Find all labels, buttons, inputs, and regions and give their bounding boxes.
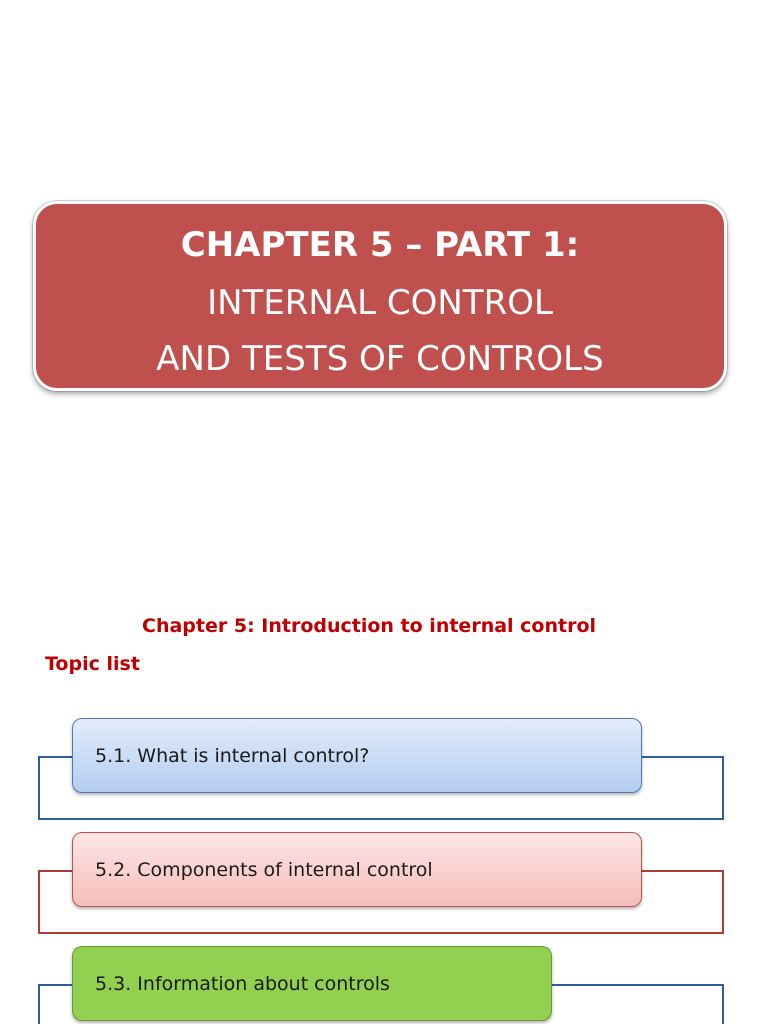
chapter-title-banner: [33, 201, 727, 391]
topic-item-information-about-controls[interactable]: [72, 946, 552, 1021]
topic-item-label: 5.1. What is internal control?: [95, 744, 370, 767]
chapter-title-line2: INTERNAL CONTROL: [207, 283, 553, 323]
topic-list-label: Topic list: [45, 653, 140, 675]
topic-item-what-is-internal-control[interactable]: [72, 718, 642, 793]
chapter-title-line3: AND TESTS OF CONTROLS: [156, 339, 604, 379]
topic-item-label: 5.2. Components of internal control: [95, 858, 433, 881]
chapter-title-line1: CHAPTER 5 – PART 1:: [180, 225, 580, 265]
topic-item-components-of-internal-control[interactable]: [72, 832, 642, 907]
topic-item-label: 5.3. Information about controls: [95, 972, 390, 995]
chapter-heading: Chapter 5: Introduction to internal control: [142, 615, 597, 637]
